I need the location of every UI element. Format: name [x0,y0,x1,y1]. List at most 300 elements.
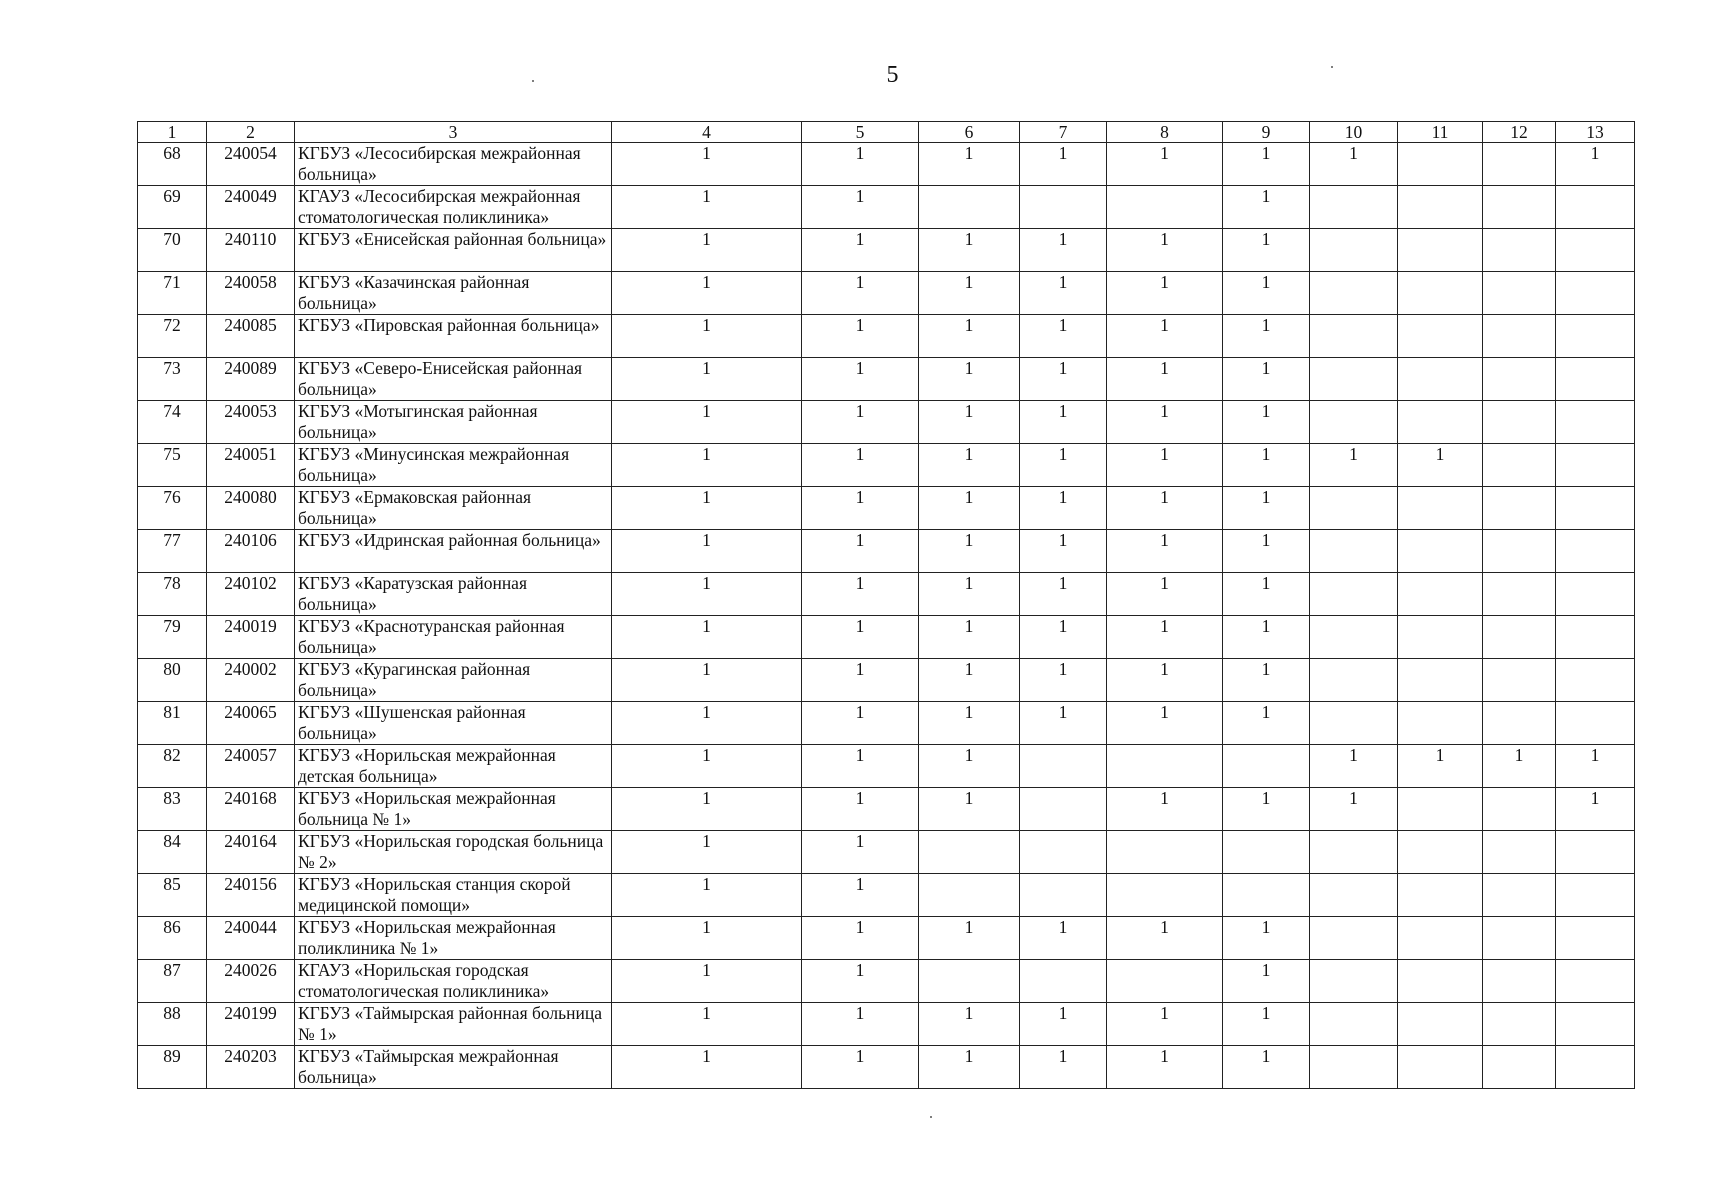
org-name: КГБУЗ «Лесосибирская межрайонная больница» [295,143,612,186]
column-header: 6 [919,122,1020,143]
org-code: 240156 [207,874,295,917]
org-name: КГАУЗ «Норильская городская стоматологическая поликлиника» [295,960,612,1003]
col-13 [1556,444,1635,487]
col-9: 1 [1223,358,1310,401]
col-7 [1020,874,1107,917]
col-13 [1556,186,1635,229]
col-4: 1 [612,272,802,315]
table-row [138,272,1635,315]
row-number: 68 [138,143,207,186]
table-row [138,229,1635,272]
org-name: КГБУЗ «Шушенская районная больница» [295,702,612,745]
col-7: 1 [1020,702,1107,745]
col-8: 1 [1107,1003,1223,1046]
col-5: 1 [802,1046,919,1089]
col-12 [1483,573,1556,616]
col-4: 1 [612,444,802,487]
col-13 [1556,229,1635,272]
org-code: 240106 [207,530,295,573]
org-name: КГБУЗ «Норильская городская больница № 2» [295,831,612,874]
col-4: 1 [612,788,802,831]
col-6: 1 [919,229,1020,272]
row-number: 70 [138,229,207,272]
org-name: КГБУЗ «Идринская районная больница» [295,530,612,573]
col-13 [1556,616,1635,659]
row-number: 86 [138,917,207,960]
col-12 [1483,143,1556,186]
col-13 [1556,272,1635,315]
col-11 [1398,272,1483,315]
table-row [138,1046,1635,1089]
org-code: 240026 [207,960,295,1003]
col-8: 1 [1107,1046,1223,1089]
col-9: 1 [1223,1046,1310,1089]
col-6 [919,186,1020,229]
col-8: 1 [1107,358,1223,401]
row-number: 74 [138,401,207,444]
row-number: 83 [138,788,207,831]
col-10 [1310,616,1398,659]
col-9: 1 [1223,272,1310,315]
col-6: 1 [919,530,1020,573]
col-8: 1 [1107,659,1223,702]
row-number: 77 [138,530,207,573]
org-code: 240053 [207,401,295,444]
col-5: 1 [802,702,919,745]
table-row [138,530,1635,573]
org-name: КГБУЗ «Норильская межрайонная больница № 1» [295,788,612,831]
col-5: 1 [802,401,919,444]
col-11: 1 [1398,444,1483,487]
table-row [138,143,1635,186]
table-row [138,573,1635,616]
org-name: КГБУЗ «Минусинская межрайонная больница» [295,444,612,487]
col-13 [1556,315,1635,358]
org-name: КГБУЗ «Мотыгинская районная больница» [295,401,612,444]
col-11 [1398,143,1483,186]
row-number: 69 [138,186,207,229]
col-6 [919,831,1020,874]
table-row [138,444,1635,487]
row-number: 78 [138,573,207,616]
col-9 [1223,874,1310,917]
col-7 [1020,831,1107,874]
col-7 [1020,788,1107,831]
col-5: 1 [802,1003,919,1046]
col-7 [1020,745,1107,788]
col-6: 1 [919,444,1020,487]
org-code: 240057 [207,745,295,788]
col-4: 1 [612,616,802,659]
col-4: 1 [612,960,802,1003]
org-name: КГБУЗ «Краснотуранская районная больница» [295,616,612,659]
column-header: 5 [802,122,919,143]
col-4: 1 [612,186,802,229]
col-11 [1398,401,1483,444]
row-number: 87 [138,960,207,1003]
row-number: 72 [138,315,207,358]
col-8: 1 [1107,229,1223,272]
org-name: КГБУЗ «Северо-Енисейская районная больница» [295,358,612,401]
col-12 [1483,960,1556,1003]
col-7: 1 [1020,659,1107,702]
col-10: 1 [1310,745,1398,788]
col-8: 1 [1107,530,1223,573]
col-13: 1 [1556,745,1635,788]
col-13 [1556,874,1635,917]
table-row [138,960,1635,1003]
row-number: 89 [138,1046,207,1089]
col-9 [1223,831,1310,874]
col-12 [1483,530,1556,573]
col-5: 1 [802,874,919,917]
col-7: 1 [1020,444,1107,487]
col-10 [1310,702,1398,745]
col-6: 1 [919,702,1020,745]
col-12 [1483,358,1556,401]
row-number: 71 [138,272,207,315]
col-10 [1310,960,1398,1003]
col-8: 1 [1107,272,1223,315]
table-row [138,917,1635,960]
col-10 [1310,917,1398,960]
col-12 [1483,831,1556,874]
org-name: КГБУЗ «Каратузская районная больница» [295,573,612,616]
col-7: 1 [1020,573,1107,616]
col-9: 1 [1223,659,1310,702]
col-9: 1 [1223,1003,1310,1046]
col-6: 1 [919,272,1020,315]
col-4: 1 [612,1003,802,1046]
col-7: 1 [1020,401,1107,444]
col-7: 1 [1020,143,1107,186]
col-12 [1483,616,1556,659]
org-code: 240065 [207,702,295,745]
col-6: 1 [919,143,1020,186]
row-number: 80 [138,659,207,702]
table-row [138,315,1635,358]
row-number: 81 [138,702,207,745]
col-7: 1 [1020,272,1107,315]
col-8: 1 [1107,444,1223,487]
col-12: 1 [1483,745,1556,788]
col-12 [1483,186,1556,229]
col-8: 1 [1107,702,1223,745]
col-7 [1020,186,1107,229]
scan-speck [532,80,534,82]
org-code: 240080 [207,487,295,530]
col-4: 1 [612,401,802,444]
org-code: 240051 [207,444,295,487]
col-7: 1 [1020,315,1107,358]
org-code: 240002 [207,659,295,702]
table-row [138,616,1635,659]
col-7: 1 [1020,229,1107,272]
col-8 [1107,960,1223,1003]
col-10 [1310,573,1398,616]
col-7: 1 [1020,616,1107,659]
column-header: 7 [1020,122,1107,143]
col-9: 1 [1223,960,1310,1003]
col-11 [1398,358,1483,401]
data-table [137,121,1635,1089]
col-10 [1310,401,1398,444]
col-4: 1 [612,702,802,745]
col-12 [1483,874,1556,917]
col-4: 1 [612,573,802,616]
table-row [138,487,1635,530]
column-header: 4 [612,122,802,143]
col-12 [1483,659,1556,702]
column-header: 1 [138,122,207,143]
table-row [138,659,1635,702]
col-13 [1556,1003,1635,1046]
col-7 [1020,960,1107,1003]
table-row [138,401,1635,444]
col-10 [1310,659,1398,702]
col-10 [1310,1046,1398,1089]
column-header: 10 [1310,122,1398,143]
org-name: КГБУЗ «Казачинская районная больница» [295,272,612,315]
row-number: 75 [138,444,207,487]
table-body [138,143,1635,1089]
col-6: 1 [919,315,1020,358]
col-10 [1310,272,1398,315]
col-10 [1310,831,1398,874]
col-9: 1 [1223,487,1310,530]
table-row [138,745,1635,788]
col-13 [1556,358,1635,401]
col-7: 1 [1020,1046,1107,1089]
col-11 [1398,960,1483,1003]
col-13 [1556,702,1635,745]
col-9: 1 [1223,143,1310,186]
col-10 [1310,530,1398,573]
col-13: 1 [1556,143,1635,186]
org-name: КГБУЗ «Таймырская районная больница № 1» [295,1003,612,1046]
column-header: 2 [207,122,295,143]
col-6: 1 [919,745,1020,788]
page-number: 5 [886,62,899,88]
header-row [138,122,1635,143]
col-11 [1398,874,1483,917]
col-7: 1 [1020,1003,1107,1046]
col-8: 1 [1107,917,1223,960]
col-9: 1 [1223,444,1310,487]
table-row [138,874,1635,917]
col-12 [1483,444,1556,487]
col-5: 1 [802,745,919,788]
col-11 [1398,229,1483,272]
col-4: 1 [612,831,802,874]
col-5: 1 [802,917,919,960]
col-13 [1556,831,1635,874]
col-4: 1 [612,358,802,401]
org-name: КГАУЗ «Лесосибирская межрайонная стоматологическая поликлиника» [295,186,612,229]
col-10: 1 [1310,444,1398,487]
col-9: 1 [1223,186,1310,229]
col-6: 1 [919,788,1020,831]
col-10 [1310,1003,1398,1046]
col-12 [1483,1003,1556,1046]
col-7: 1 [1020,917,1107,960]
col-4: 1 [612,1046,802,1089]
col-11 [1398,186,1483,229]
col-12 [1483,315,1556,358]
col-5: 1 [802,272,919,315]
col-6 [919,960,1020,1003]
col-4: 1 [612,315,802,358]
col-11 [1398,702,1483,745]
col-4: 1 [612,487,802,530]
col-9: 1 [1223,616,1310,659]
table-row [138,1003,1635,1046]
org-name: КГБУЗ «Курагинская районная больница» [295,659,612,702]
col-11 [1398,616,1483,659]
org-name: КГБУЗ «Норильская межрайонная поликлиника № 1» [295,917,612,960]
col-10 [1310,229,1398,272]
col-6: 1 [919,573,1020,616]
col-8: 1 [1107,487,1223,530]
col-4: 1 [612,530,802,573]
col-6 [919,874,1020,917]
org-code: 240044 [207,917,295,960]
org-code: 240102 [207,573,295,616]
column-header: 3 [295,122,612,143]
col-7: 1 [1020,487,1107,530]
col-8: 1 [1107,616,1223,659]
col-13 [1556,659,1635,702]
col-5: 1 [802,315,919,358]
col-5: 1 [802,444,919,487]
org-code: 240085 [207,315,295,358]
col-6: 1 [919,616,1020,659]
col-6: 1 [919,401,1020,444]
col-5: 1 [802,659,919,702]
col-12 [1483,788,1556,831]
org-code: 240019 [207,616,295,659]
scan-speck [930,1116,932,1118]
col-8: 1 [1107,315,1223,358]
col-11 [1398,917,1483,960]
col-4: 1 [612,745,802,788]
org-code: 240164 [207,831,295,874]
row-number: 85 [138,874,207,917]
col-12 [1483,702,1556,745]
org-name: КГБУЗ «Норильская станция скорой медицинской помощи» [295,874,612,917]
col-11 [1398,315,1483,358]
col-10 [1310,186,1398,229]
col-10 [1310,874,1398,917]
col-13 [1556,960,1635,1003]
org-code: 240168 [207,788,295,831]
table-row [138,788,1635,831]
col-11 [1398,530,1483,573]
col-9: 1 [1223,229,1310,272]
col-13 [1556,573,1635,616]
col-12 [1483,487,1556,530]
org-code: 240110 [207,229,295,272]
col-6: 1 [919,917,1020,960]
col-4: 1 [612,229,802,272]
col-6: 1 [919,659,1020,702]
col-5: 1 [802,358,919,401]
col-5: 1 [802,831,919,874]
col-7: 1 [1020,358,1107,401]
col-4: 1 [612,143,802,186]
table-row [138,186,1635,229]
col-4: 1 [612,917,802,960]
col-9: 1 [1223,788,1310,831]
col-12 [1483,917,1556,960]
col-6: 1 [919,358,1020,401]
org-name: КГБУЗ «Енисейская районная больница» [295,229,612,272]
col-12 [1483,1046,1556,1089]
row-number: 76 [138,487,207,530]
column-header: 11 [1398,122,1483,143]
row-number: 79 [138,616,207,659]
col-8: 1 [1107,573,1223,616]
col-10: 1 [1310,788,1398,831]
col-11 [1398,487,1483,530]
col-9 [1223,745,1310,788]
col-9: 1 [1223,401,1310,444]
col-11 [1398,573,1483,616]
col-10 [1310,487,1398,530]
col-5: 1 [802,788,919,831]
row-number: 88 [138,1003,207,1046]
org-name: КГБУЗ «Норильская межрайонная детская больница» [295,745,612,788]
col-13: 1 [1556,788,1635,831]
org-code: 240199 [207,1003,295,1046]
col-5: 1 [802,487,919,530]
col-5: 1 [802,530,919,573]
col-11 [1398,788,1483,831]
col-7: 1 [1020,530,1107,573]
col-8 [1107,745,1223,788]
col-13 [1556,917,1635,960]
col-4: 1 [612,659,802,702]
col-11 [1398,1046,1483,1089]
column-header: 12 [1483,122,1556,143]
col-8 [1107,874,1223,917]
org-name: КГБУЗ «Пировская районная больница» [295,315,612,358]
col-8 [1107,186,1223,229]
col-9: 1 [1223,917,1310,960]
col-13 [1556,487,1635,530]
col-11 [1398,831,1483,874]
col-9: 1 [1223,573,1310,616]
col-4: 1 [612,874,802,917]
col-10: 1 [1310,143,1398,186]
col-5: 1 [802,616,919,659]
col-13 [1556,530,1635,573]
col-12 [1483,401,1556,444]
org-name: КГБУЗ «Ермаковская районная больница» [295,487,612,530]
org-code: 240089 [207,358,295,401]
column-header: 13 [1556,122,1635,143]
col-6: 1 [919,1046,1020,1089]
col-5: 1 [802,143,919,186]
row-number: 84 [138,831,207,874]
col-12 [1483,229,1556,272]
org-code: 240049 [207,186,295,229]
table-row [138,358,1635,401]
row-number: 73 [138,358,207,401]
col-5: 1 [802,960,919,1003]
col-11 [1398,659,1483,702]
column-header: 8 [1107,122,1223,143]
